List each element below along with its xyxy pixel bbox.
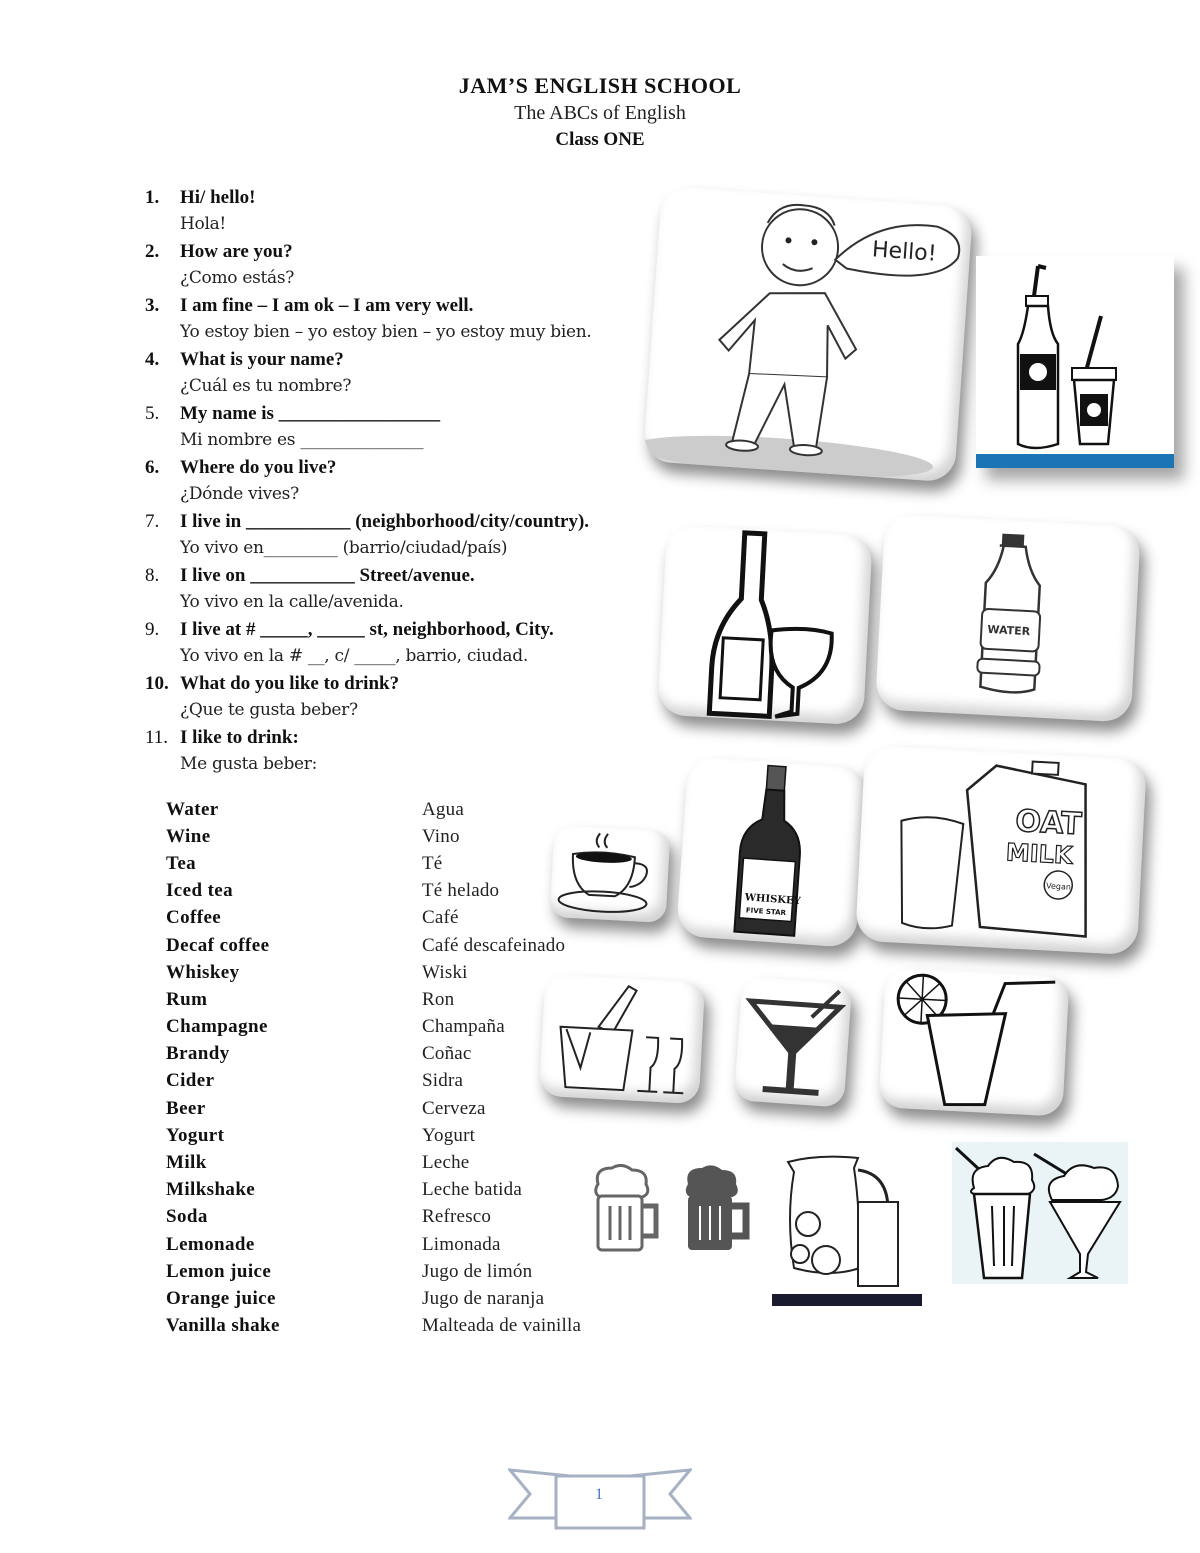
vocab-row xyxy=(166,1204,581,1231)
vocab-row xyxy=(166,1068,581,1095)
vocab-spanish: Sidra xyxy=(422,1070,464,1092)
vocab-row xyxy=(166,986,581,1013)
vocab-english: Brandy xyxy=(166,1043,230,1065)
vocab-english: Vanilla shake xyxy=(166,1315,280,1337)
vocab-spanish: Wiski xyxy=(422,961,468,983)
milkshake-icon xyxy=(952,1142,1128,1284)
vocab-english: Tea xyxy=(166,852,197,874)
vocab-row xyxy=(166,1149,581,1176)
phrase-item xyxy=(145,562,685,616)
vocab-english: Wine xyxy=(166,825,211,847)
vocab-spanish: Malteada de vainilla xyxy=(422,1315,582,1337)
beer-mug-icon xyxy=(584,1164,760,1256)
vocab-spanish: Champaña xyxy=(422,1016,505,1038)
milk-label-text: MILK xyxy=(1005,838,1074,870)
vocab-english: Yogurt xyxy=(166,1124,225,1146)
phrase-english: How are you? xyxy=(180,241,293,262)
phrase-item xyxy=(145,670,685,724)
vocab-english: Milk xyxy=(166,1152,207,1174)
vocab-spanish: Té helado xyxy=(422,880,500,902)
martini-glass-icon xyxy=(734,976,852,1107)
water-label-text: WATER xyxy=(987,622,1031,639)
vocab-spanish: Refresco xyxy=(422,1206,492,1228)
juice-jug-illustration xyxy=(772,1142,922,1318)
vocab-row xyxy=(166,878,581,905)
phrase-english: My name is _________________ xyxy=(180,403,441,424)
vocab-row xyxy=(166,1095,581,1122)
hello-boy-illustration xyxy=(643,185,973,482)
vocab-spanish: Agua xyxy=(422,798,464,820)
phrase-spanish: Yo estoy bien – yo estoy bien – yo estoy muy bien. xyxy=(180,322,592,342)
soda-illustration xyxy=(976,256,1174,468)
water-bottle-icon xyxy=(875,513,1141,722)
phrase-number: 7. xyxy=(145,511,160,532)
phrase-spanish: ¿Dónde vives? xyxy=(180,484,299,504)
phrase-spanish: Hola! xyxy=(180,214,226,234)
champagne-bucket-icon xyxy=(539,974,705,1104)
vocab-row xyxy=(166,1014,581,1041)
vocab-spanish: Leche xyxy=(422,1152,470,1174)
vocab-row xyxy=(166,1122,581,1149)
cocktail-illustration xyxy=(734,976,852,1107)
wine-bottle-icon xyxy=(657,525,873,726)
vocab-english: Lemon juice xyxy=(166,1260,272,1282)
phrase-spanish: Yo vivo en la calle/avenida. xyxy=(180,592,404,612)
drinks-vocabulary xyxy=(166,796,581,1340)
vocab-row xyxy=(166,932,581,959)
vocab-english: Soda xyxy=(166,1206,208,1228)
vocab-english: Decaf coffee xyxy=(166,934,270,956)
beer-mugs-illustration xyxy=(584,1164,760,1256)
juice-jug-icon xyxy=(772,1142,922,1318)
subtitle: The ABCs of English xyxy=(514,102,686,124)
phrase-number: 5. xyxy=(145,403,160,424)
vocab-row xyxy=(166,1231,581,1258)
phrase-spanish: ¿Cuál es tu nombre? xyxy=(180,376,352,396)
vocab-spanish: Café descafeinado xyxy=(422,934,566,956)
lemonade-illustration xyxy=(878,967,1069,1116)
phrase-english: I live in ___________ (neighborhood/city/country). xyxy=(180,511,590,532)
vocab-spanish: Cerveza xyxy=(422,1097,486,1119)
whiskey-bottle-icon xyxy=(676,756,868,948)
hello-bubble-text: Hello! xyxy=(871,237,938,267)
phrase-item xyxy=(145,454,685,508)
vocab-spanish: Yogurt xyxy=(422,1124,476,1146)
wine-illustration xyxy=(657,525,873,726)
vocab-row xyxy=(166,1313,581,1340)
vocab-row xyxy=(166,1285,581,1312)
vocab-row xyxy=(166,1177,581,1204)
phrase-item xyxy=(145,292,685,346)
phrase-item xyxy=(145,238,685,292)
phrase-english: Hi/ hello! xyxy=(180,187,256,208)
vocab-row xyxy=(166,1258,581,1285)
school-title: JAM’S ENGLISH SCHOOL xyxy=(458,73,742,98)
phrase-list xyxy=(145,184,685,778)
phrase-number: 8. xyxy=(145,565,160,586)
vocab-spanish: Jugo de limón xyxy=(422,1260,533,1282)
vocab-row xyxy=(166,796,581,823)
coffee-cup-icon xyxy=(550,825,671,923)
class-label: Class ONE xyxy=(555,129,645,150)
vocab-english: Champagne xyxy=(166,1016,268,1038)
vocab-english: Water xyxy=(166,798,219,820)
phrase-number: 4. xyxy=(145,349,160,370)
whiskey-label-text: WHISKEY xyxy=(744,892,802,908)
phrase-number: 11. xyxy=(145,727,169,748)
phrase-english: I like to drink: xyxy=(180,727,299,748)
champagne-illustration xyxy=(539,974,705,1104)
vocab-english: Beer xyxy=(166,1097,206,1119)
lemonade-glass-icon xyxy=(878,967,1069,1116)
vocab-row xyxy=(166,823,581,850)
phrase-spanish: Yo vivo en la # __, c/ _____, barrio, ciudad. xyxy=(180,646,528,666)
vocab-row xyxy=(166,850,581,877)
phrase-number: 6. xyxy=(145,457,160,478)
phrase-number: 3. xyxy=(145,295,160,316)
vocab-row xyxy=(166,1041,581,1068)
phrase-english: I am fine – I am ok – I am very well. xyxy=(180,295,474,316)
phrase-item xyxy=(145,400,685,454)
phrase-item xyxy=(145,184,685,238)
whiskey-sub-text: FIVE STAR xyxy=(745,906,787,918)
phrase-item xyxy=(145,616,685,670)
vocab-english: Coffee xyxy=(166,907,222,929)
oat-milk-icon xyxy=(855,745,1147,955)
phrase-number: 1. xyxy=(145,187,160,208)
water-illustration xyxy=(875,513,1141,722)
vocab-english: Rum xyxy=(166,988,208,1010)
vocab-english: Milkshake xyxy=(166,1179,256,1201)
phrase-spanish: ¿Como estás? xyxy=(180,268,295,288)
phrase-item xyxy=(145,724,685,778)
vocab-row xyxy=(166,959,581,986)
phrase-english: What do you like to drink? xyxy=(180,673,400,694)
vocab-spanish: Jugo de naranja xyxy=(422,1287,545,1309)
vegan-badge-text: Vegan xyxy=(1045,881,1072,892)
document-header xyxy=(0,72,1200,153)
boy-icon xyxy=(643,185,973,482)
page-number: 1 xyxy=(595,1486,603,1503)
vocab-english: Whiskey xyxy=(166,961,240,983)
vocab-spanish: Té xyxy=(422,852,443,874)
soda-bottle-icon xyxy=(976,256,1174,468)
phrase-english: I live on ___________ Street/avenue. xyxy=(180,565,475,586)
phrase-english: What is your name? xyxy=(180,349,344,370)
oat-label-text: OAT xyxy=(1014,803,1083,843)
phrase-spanish: ¿Que te gusta beber? xyxy=(180,700,358,720)
milkshake-illustration xyxy=(952,1142,1128,1284)
vocab-english: Orange juice xyxy=(166,1287,276,1309)
phrase-number: 10. xyxy=(145,673,169,694)
phrase-spanish: Yo vivo en_________ (barrio/ciudad/país) xyxy=(180,538,508,558)
vocab-spanish: Leche batida xyxy=(422,1179,522,1201)
vocab-english: Cider xyxy=(166,1070,215,1092)
vocab-row xyxy=(166,905,581,932)
phrase-item xyxy=(145,346,685,400)
phrase-spanish: Mi nombre es _______________ xyxy=(180,430,424,450)
vocab-spanish: Ron xyxy=(422,988,455,1010)
phrase-spanish: Me gusta beber: xyxy=(180,754,318,774)
phrase-english: I live at # _____, _____ st, neighborhood, City. xyxy=(180,619,554,640)
vocab-spanish: Vino xyxy=(422,825,460,847)
phrase-number: 9. xyxy=(145,619,160,640)
phrase-item xyxy=(145,508,685,562)
phrase-english: Where do you live? xyxy=(180,457,337,478)
vocab-english: Iced tea xyxy=(166,880,234,902)
whiskey-illustration xyxy=(676,756,868,948)
oat-milk-illustration xyxy=(855,745,1147,955)
phrase-number: 2. xyxy=(145,241,160,262)
vocab-spanish: Café xyxy=(422,907,459,929)
vocab-spanish: Limonada xyxy=(422,1233,501,1255)
vocab-english: Lemonade xyxy=(166,1233,255,1255)
coffee-illustration xyxy=(550,825,671,923)
vocab-spanish: Coñac xyxy=(422,1043,472,1065)
